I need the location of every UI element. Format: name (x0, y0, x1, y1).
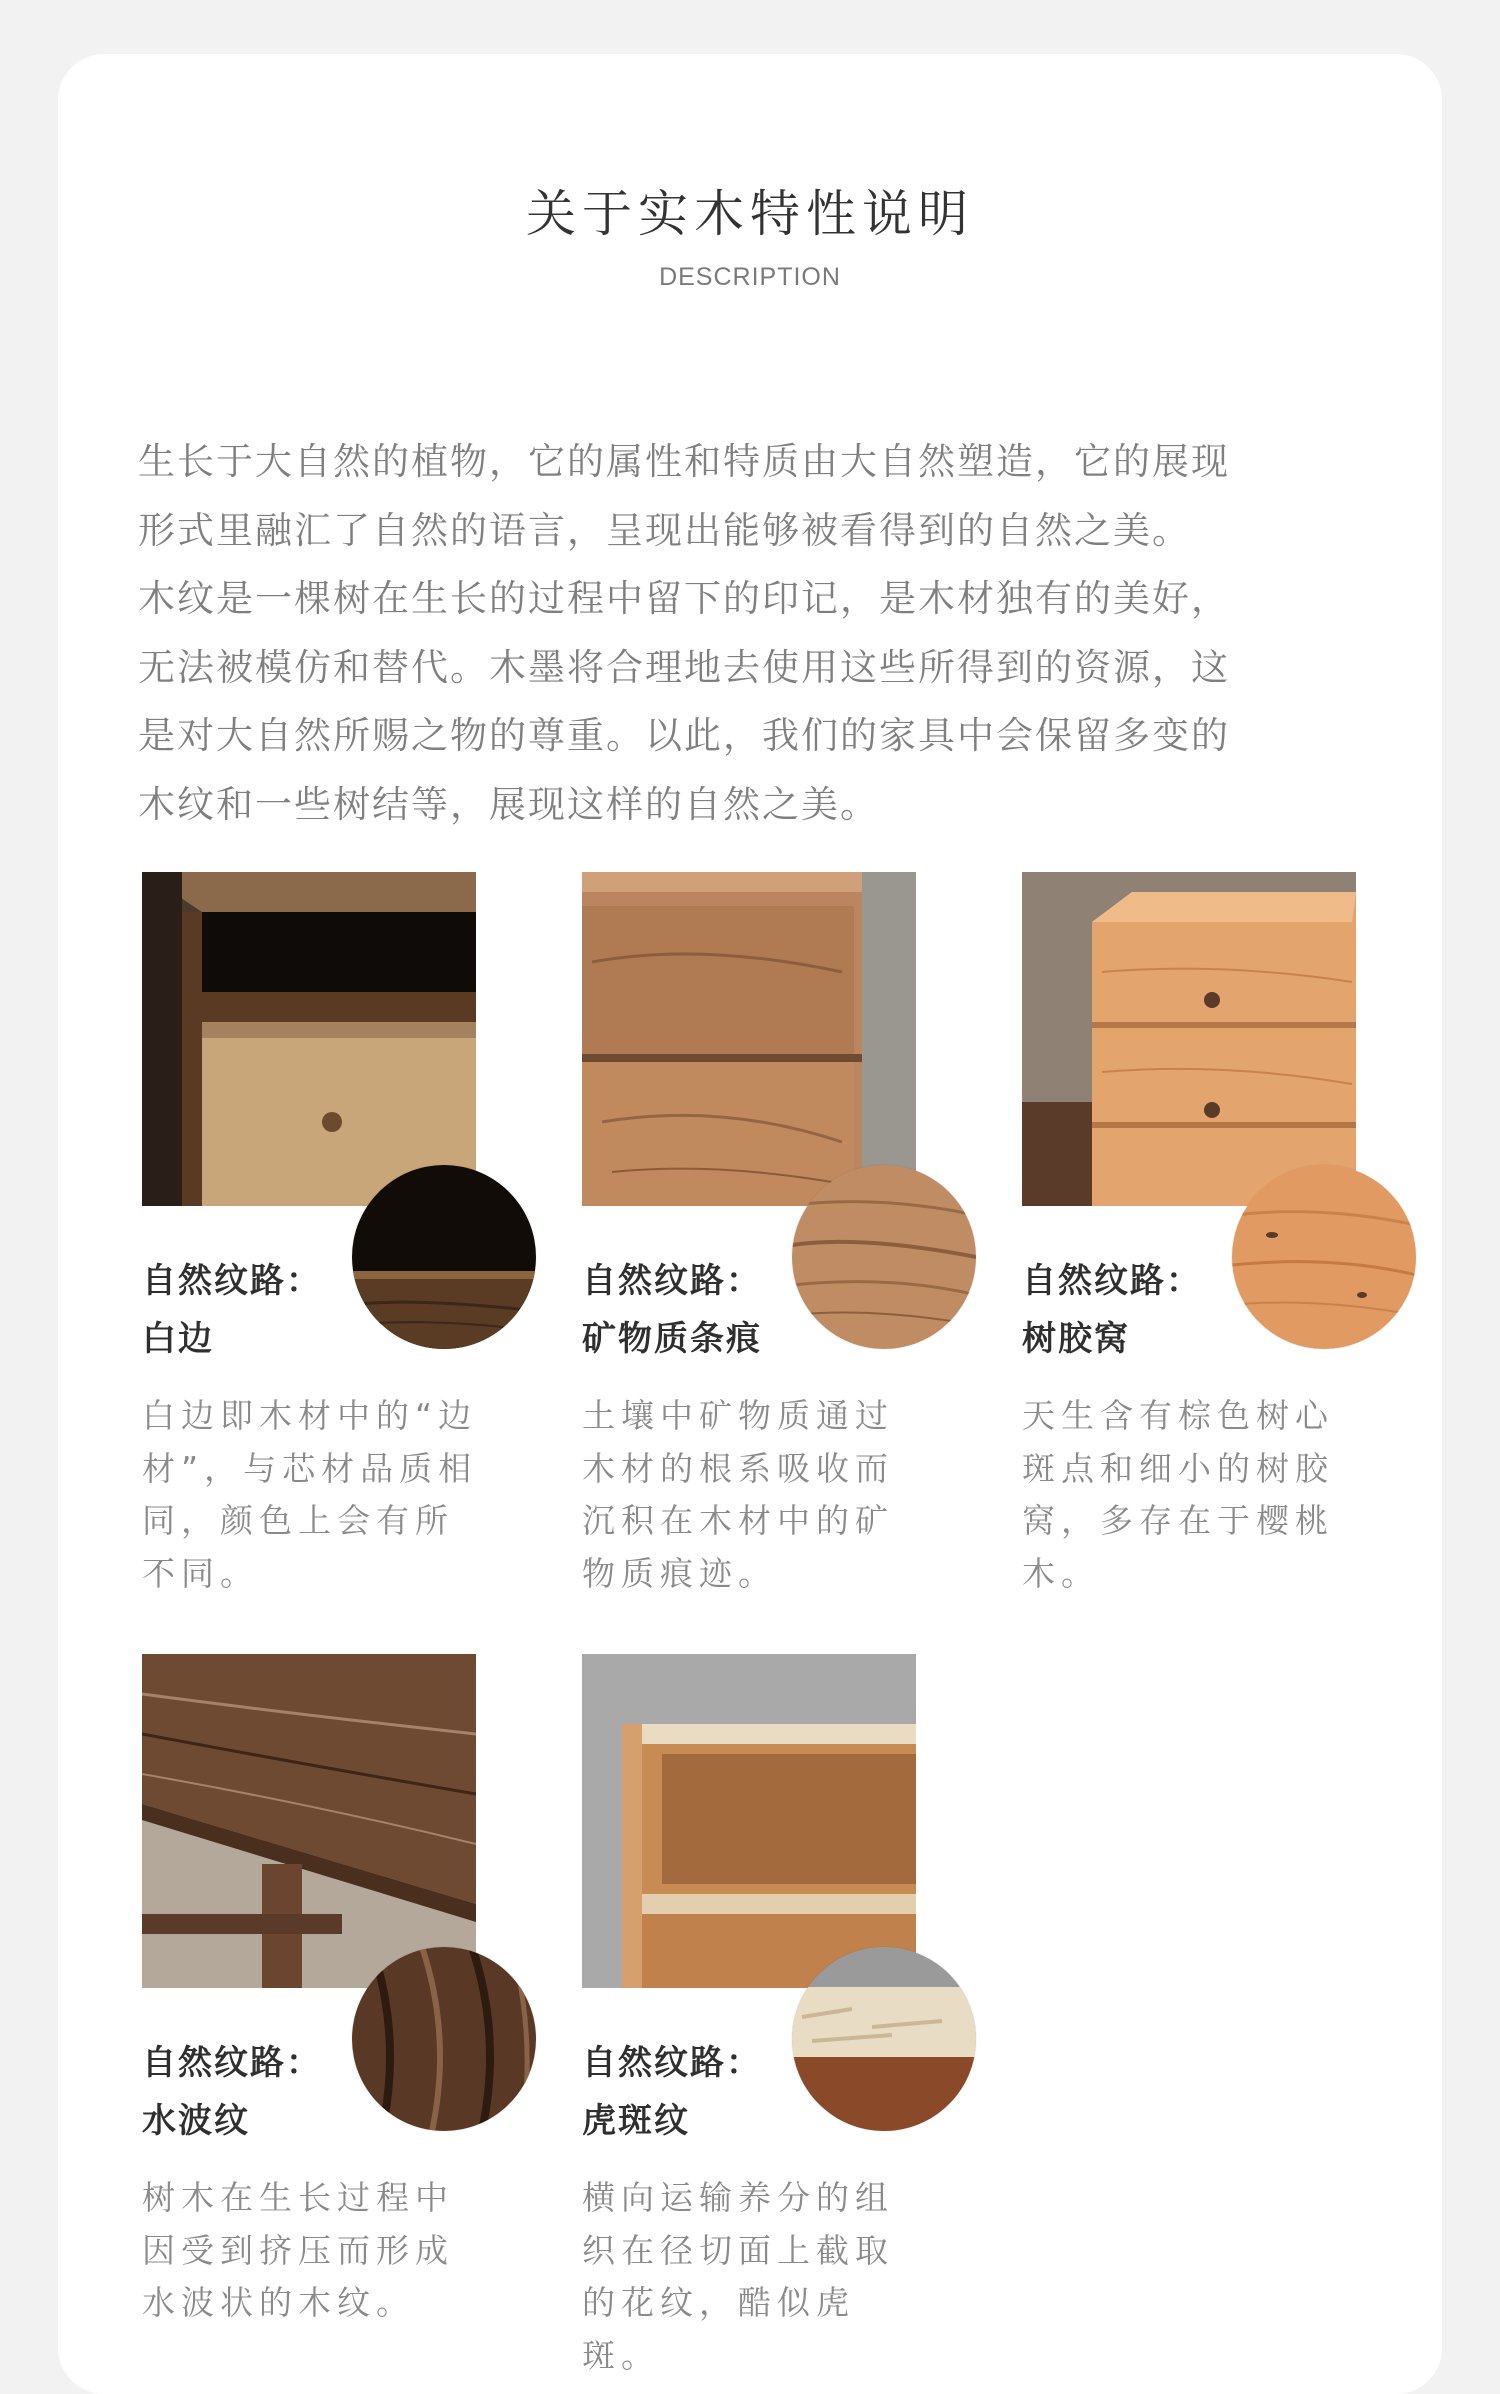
grain-closeup-image (792, 1947, 976, 2131)
grain-description: 天生含有棕色树心斑点和细小的树胶窝，多存在于樱桃木。 (1022, 1396, 1334, 1593)
grain-label (582, 1252, 762, 1368)
furniture-photo (582, 872, 916, 1206)
grain-label-name: 矿物质条痕 (582, 1319, 762, 1359)
grain-item-wave-grain (142, 1654, 562, 2374)
grain-label-name: 树胶窝 (1022, 1319, 1130, 1359)
intro-line: 无法被模仿和替代。木墨将合理地去使用这些所得到的资源，这 (138, 645, 1230, 689)
furniture-photo (582, 1654, 916, 1988)
grain-label-prefix: 自然纹路： (142, 2043, 322, 2083)
grain-description: 横向运输养分的组织在径切面上截取的花纹，酷似虎斑。 (582, 2178, 894, 2375)
content-card (58, 54, 1442, 2394)
intro-line: 木纹和一些树结等，展现这样的自然之美。 (138, 782, 879, 826)
grain-description: 土壤中矿物质通过木材的根系吸收而沉积在木材中的矿物质痕迹。 (582, 1396, 894, 1593)
grain-label-prefix: 自然纹路： (142, 1261, 322, 1301)
page-subtitle: DESCRIPTION (659, 263, 841, 291)
grain-item-sapwood (142, 872, 562, 1592)
grain-label (582, 2034, 762, 2150)
grain-label-name: 白边 (142, 1319, 214, 1359)
grain-label (1022, 1252, 1202, 1368)
grain-item-mineral-streak (582, 872, 1002, 1592)
grain-item-tiger-grain (582, 1654, 1002, 2374)
intro-line: 生长于大自然的植物，它的属性和特质由大自然塑造，它的展现 (138, 440, 1230, 483)
grain-closeup-image (1232, 1165, 1416, 1349)
intro-line: 木纹是一棵树在生长的过程中留下的印记，是木材独有的美好， (138, 577, 1230, 620)
grain-label-prefix: 自然纹路： (1022, 1261, 1202, 1301)
intro-line: 是对大自然所赐之物的尊重。以此，我们的家具中会保留多变的 (138, 714, 1230, 757)
grain-closeup-image (792, 1165, 976, 1349)
grain-closeup-image (352, 1165, 536, 1349)
page-title: 关于实木特性说明 (526, 185, 974, 243)
furniture-photo (142, 872, 476, 1206)
intro-line: 形式里融汇了自然的语言，呈现出能够被看得到的自然之美。 (138, 508, 1191, 552)
grain-closeup-image (352, 1947, 536, 2131)
grain-description: 树木在生长过程中因受到挤压而形成水波状的木纹。 (142, 2178, 454, 2322)
intro-paragraph (138, 428, 1398, 839)
grain-label-name: 水波纹 (142, 2101, 250, 2141)
grain-label (142, 1252, 322, 1368)
grain-label-prefix: 自然纹路： (582, 1261, 762, 1301)
furniture-photo (1022, 872, 1356, 1206)
grain-label-name: 虎斑纹 (582, 2101, 690, 2141)
grain-label-prefix: 自然纹路： (582, 2043, 762, 2083)
furniture-photo (142, 1654, 476, 1988)
grain-label (142, 2034, 322, 2150)
grain-item-gum-pocket (1022, 872, 1442, 1592)
grain-description: 白边即木材中的“边材”，与芯材品质相同，颜色上会有所不同。 (142, 1396, 478, 1593)
